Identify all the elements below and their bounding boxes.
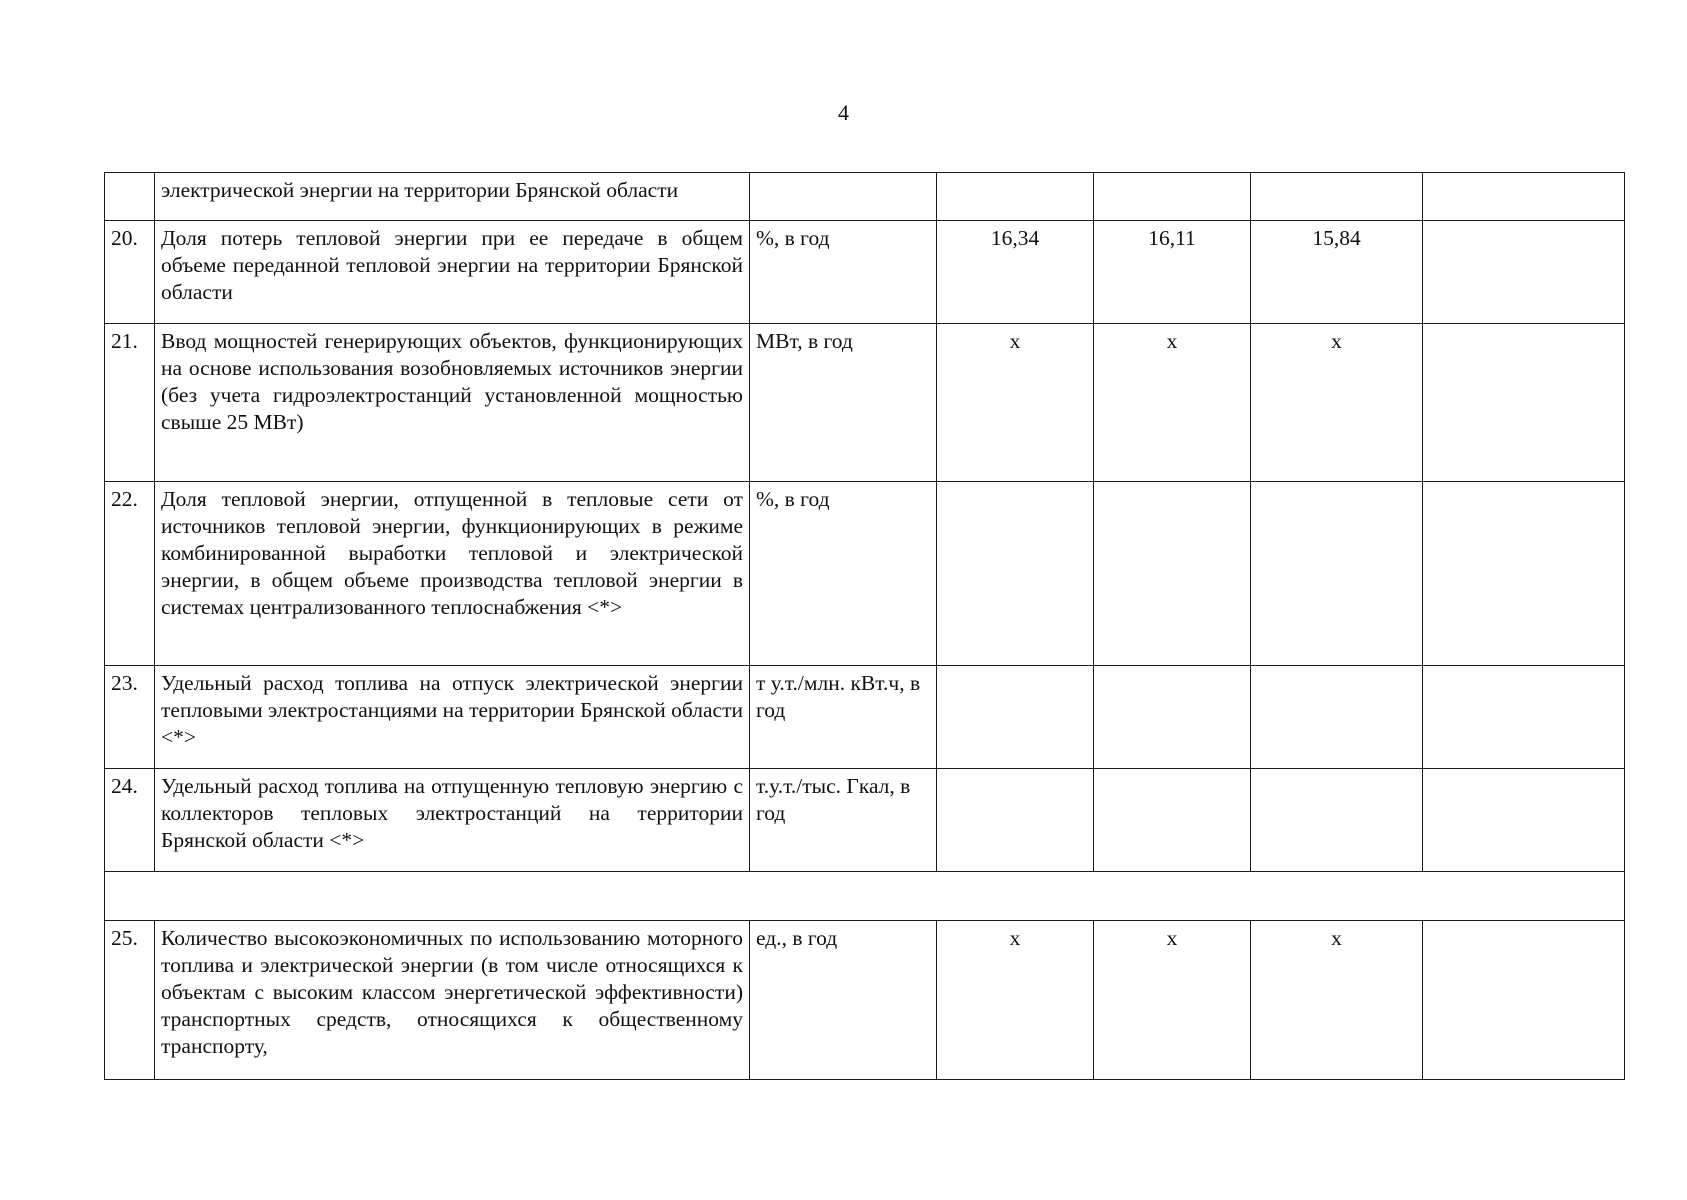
- value-col-1: х: [937, 921, 1094, 1080]
- value-col-4: [1423, 324, 1625, 482]
- indicator-name-text: Количество высокоэкономичных по использованию моторного топлива и электрической энергии (в том числе относящихся к объектам с высоким классом энергетической эффективности) транспортных средств, относящихся к общественному транспорту,: [161, 926, 743, 1058]
- value-col-4: [1423, 221, 1625, 324]
- value-col-2: [1094, 666, 1251, 769]
- value-col-1: [937, 666, 1094, 769]
- value-col-2: х: [1094, 921, 1251, 1080]
- value-col-1: [937, 173, 1094, 221]
- row-number: 23.: [105, 666, 155, 769]
- value-col-4: [1423, 666, 1625, 769]
- indicator-name: Удельный расход топлива на отпуск электрической энергии тепловыми электростанциями на территории Брянской области <*>: [155, 666, 750, 769]
- value-col-4: [1423, 173, 1625, 221]
- section-separator-cell: [105, 872, 1625, 921]
- table-row-25: [105, 921, 1625, 1080]
- value-col-3: [1251, 482, 1423, 666]
- value-col-3: х: [1251, 921, 1423, 1080]
- value-col-4: [1423, 921, 1625, 1080]
- indicator-unit: %, в год: [750, 221, 937, 324]
- table-row-21: [105, 324, 1625, 482]
- indicator-name: Доля тепловой энергии, отпущенной в тепловые сети от источников тепловой энергии, функционирующих в режиме комбинированной выработки тепловой и электрической энергии, в общем объеме производства тепловой энергии в системах централизованного теплоснабжения <*>: [155, 482, 750, 666]
- indicator-name: Доля потерь тепловой энергии при ее передаче в общем объеме переданной тепловой энергии на территории Брянской области: [155, 221, 750, 324]
- indicator-unit: т у.т./млн. кВт.ч, в год: [750, 666, 937, 769]
- indicator-name: [155, 921, 750, 1080]
- table-row-24: [105, 769, 1625, 872]
- indicator-unit: т.у.т./тыс. Гкал, в год: [750, 769, 937, 872]
- row-number: 22.: [105, 482, 155, 666]
- table-row-continuation: [105, 173, 1625, 221]
- value-col-1: [937, 769, 1094, 872]
- value-col-2: х: [1094, 324, 1251, 482]
- indicators-table: [104, 172, 1625, 1080]
- value-col-2: [1094, 769, 1251, 872]
- value-col-2: 16,11: [1094, 221, 1251, 324]
- value-col-1: х: [937, 324, 1094, 482]
- value-col-3: х: [1251, 324, 1423, 482]
- indicator-unit: МВт, в год: [750, 324, 937, 482]
- row-number: 21.: [105, 324, 155, 482]
- section-separator-row: [105, 872, 1625, 921]
- value-col-2: [1094, 173, 1251, 221]
- indicator-name: Удельный расход топлива на отпущенную тепловую энергию с коллекторов тепловых электростанций на территории Брянской области <*>: [155, 769, 750, 872]
- value-col-1: 16,34: [937, 221, 1094, 324]
- indicator-name: Ввод мощностей генерирующих объектов, функционирующих на основе использования возобновляемых источников энергии (без учета гидроэлектростанций установленной мощностью свыше 25 МВт): [155, 324, 750, 482]
- row-number: [105, 173, 155, 221]
- table-row-22: [105, 482, 1625, 666]
- row-number: 25.: [105, 921, 155, 1080]
- indicator-unit: ед., в год: [750, 921, 937, 1080]
- value-col-4: [1423, 482, 1625, 666]
- table-row-23: [105, 666, 1625, 769]
- value-col-1: [937, 482, 1094, 666]
- row-number: 24.: [105, 769, 155, 872]
- row-number: 20.: [105, 221, 155, 324]
- value-col-4: [1423, 769, 1625, 872]
- indicator-unit: %, в год: [750, 482, 937, 666]
- table-row-20: [105, 221, 1625, 324]
- value-col-3: [1251, 769, 1423, 872]
- value-col-3: [1251, 173, 1423, 221]
- value-col-3: 15,84: [1251, 221, 1423, 324]
- value-col-3: [1251, 666, 1423, 769]
- page-number: 4: [838, 100, 849, 125]
- value-col-2: [1094, 482, 1251, 666]
- indicator-unit: [750, 173, 937, 221]
- indicator-name: электрической энергии на территории Брянской области: [155, 173, 750, 221]
